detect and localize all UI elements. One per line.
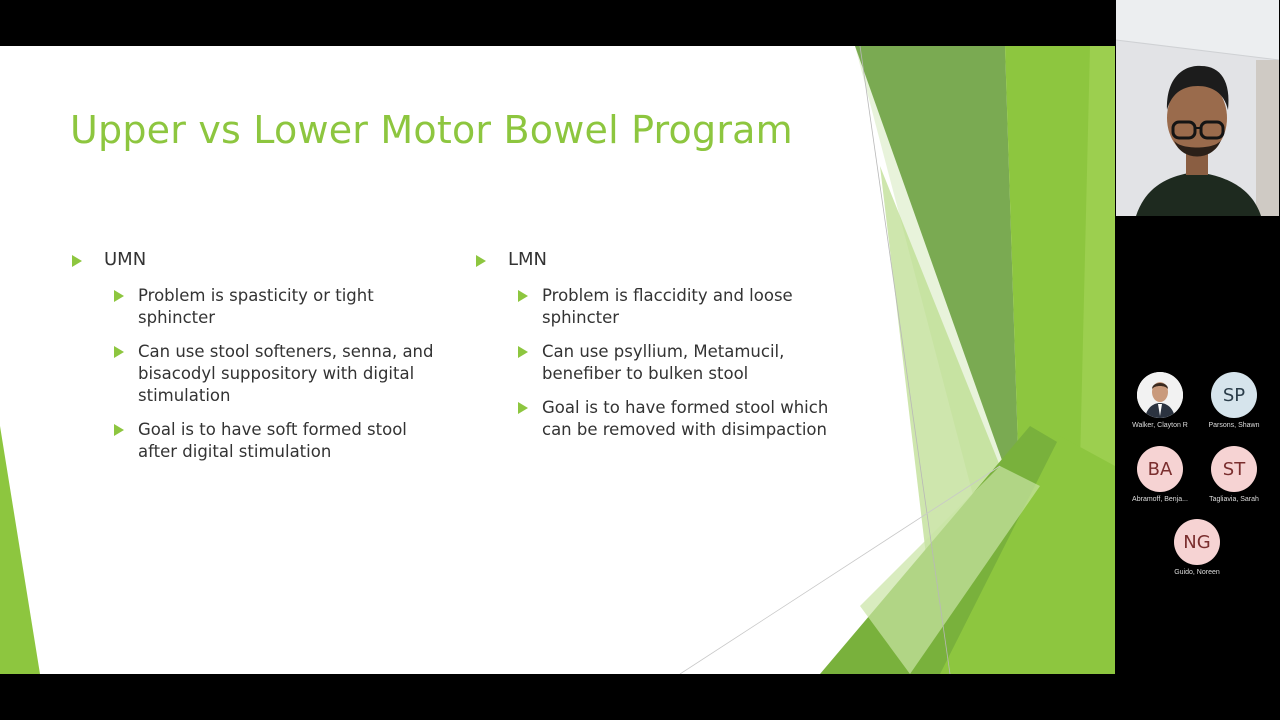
lmn-column [474, 249, 854, 453]
umn-column [70, 249, 450, 475]
participant-tile[interactable] [1194, 372, 1274, 429]
speaker-video[interactable] [1116, 0, 1279, 216]
list-item: Can use psyllium, Metamucil, benefiber to bulken stool [518, 341, 854, 385]
avatar [1137, 372, 1183, 418]
participant-photo [1137, 372, 1183, 418]
bullet-icon [114, 346, 124, 358]
participant-name: Guido, Noreen [1174, 569, 1220, 576]
list-item: Problem is flaccidity and loose sphincter [518, 285, 854, 329]
list-item: Goal is to have formed stool which can be removed with disimpaction [518, 397, 854, 441]
umn-heading: UMN [70, 249, 450, 271]
speaker-video-frame [1116, 0, 1279, 216]
participant-name: Tagliavia, Sarah [1209, 496, 1259, 503]
presentation-slide [0, 46, 1115, 674]
participant-tile[interactable] [1120, 446, 1200, 503]
bullet-icon [518, 402, 528, 414]
participant-name: Walker, Clayton R [1132, 422, 1188, 429]
avatar: NG [1174, 519, 1220, 565]
slide-title: Upper vs Lower Motor Bowel Program [70, 108, 793, 152]
bullet-icon [476, 255, 486, 267]
participant-tile[interactable] [1157, 519, 1237, 576]
participant-name: Parsons, Shawn [1208, 422, 1260, 429]
participant-tile[interactable] [1120, 372, 1200, 429]
bullet-icon [114, 290, 124, 302]
bullet-icon [114, 424, 124, 436]
avatar: ST [1211, 446, 1257, 492]
avatar: SP [1211, 372, 1257, 418]
list-item: Goal is to have soft formed stool after digital stimulation [114, 419, 450, 463]
participant-name: Abramoff, Benja... [1132, 496, 1188, 503]
bullet-icon [518, 346, 528, 358]
list-item: Problem is spasticity or tight sphincter [114, 285, 450, 329]
avatar: BA [1137, 446, 1183, 492]
list-item: Can use stool softeners, senna, and bisacodyl suppository with digital stimulation [114, 341, 450, 407]
bullet-icon [72, 255, 82, 267]
lmn-heading: LMN [474, 249, 854, 271]
bullet-icon [518, 290, 528, 302]
participant-tile[interactable] [1194, 446, 1274, 503]
